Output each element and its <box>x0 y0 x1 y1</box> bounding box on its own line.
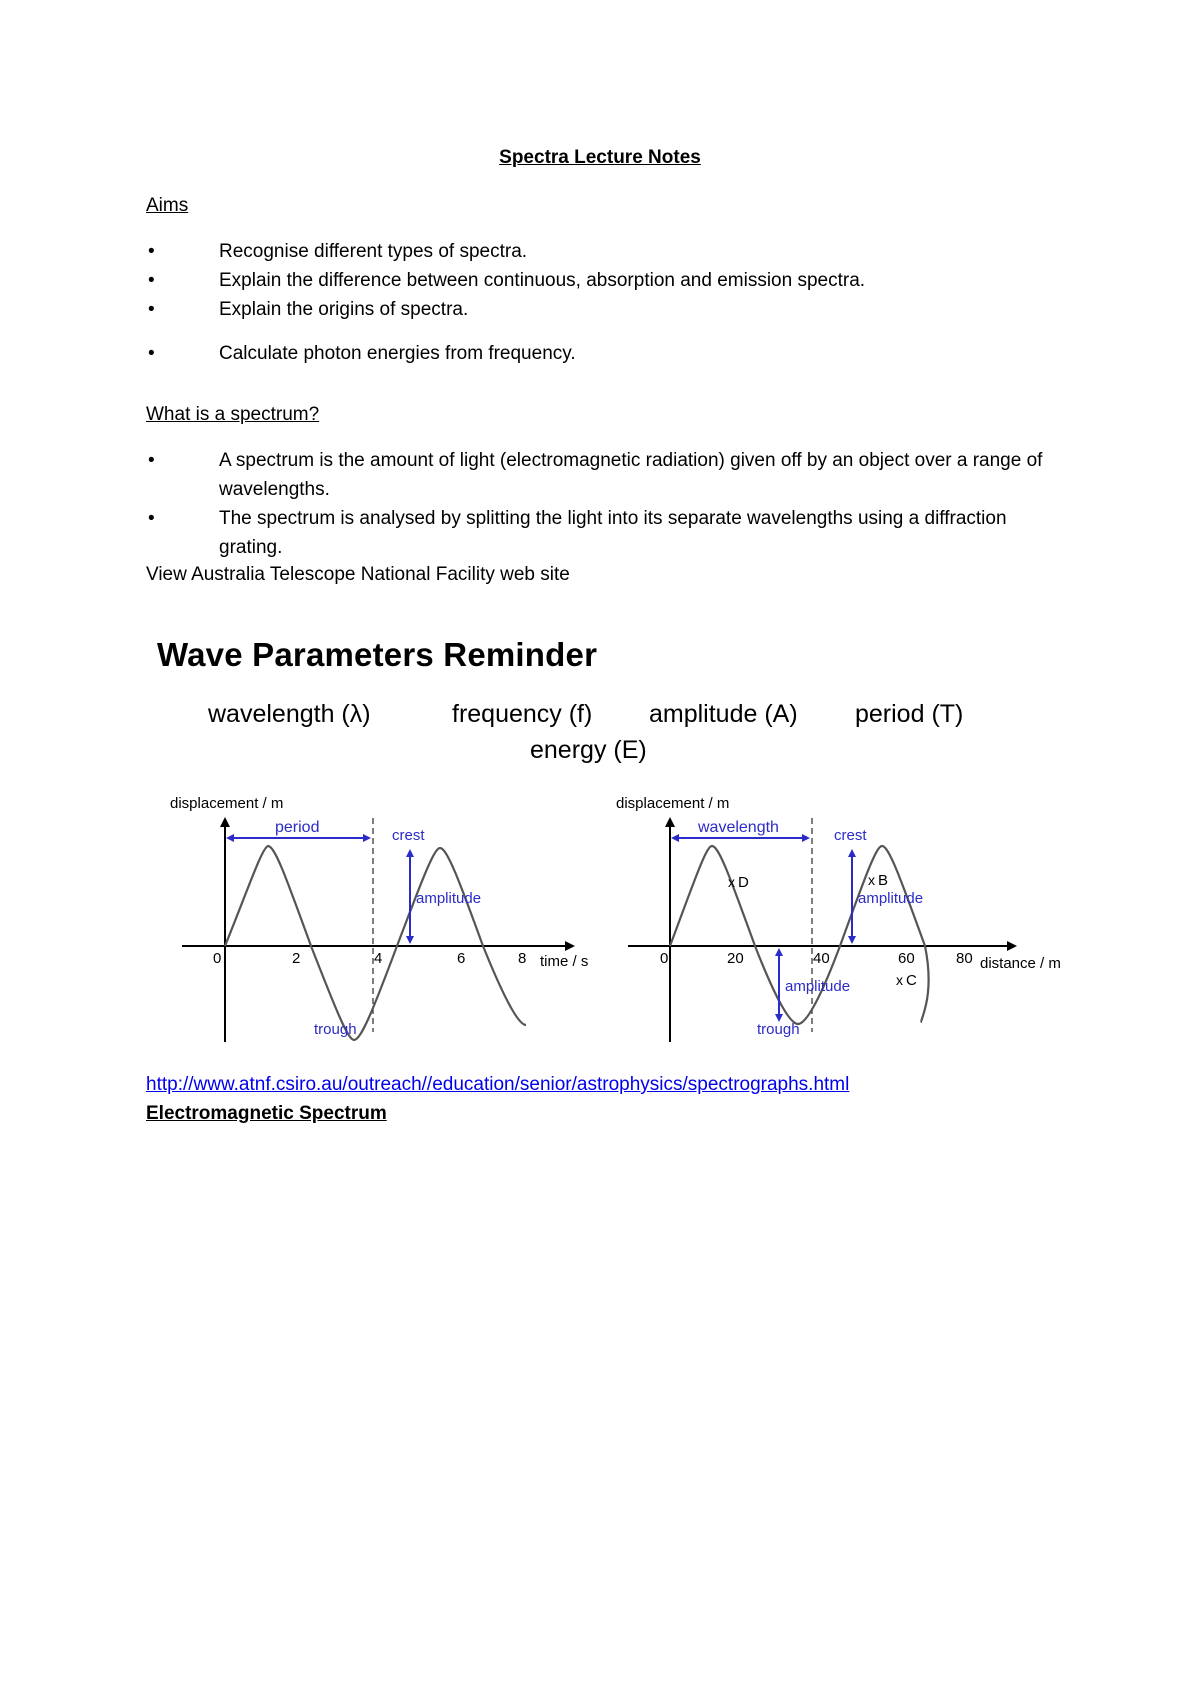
point-b-mark: x <box>868 872 875 888</box>
x-axis-label: distance / m <box>980 955 1061 972</box>
term-frequency: frequency (f) <box>452 700 593 728</box>
amplitude-label-top: amplitude <box>858 890 924 907</box>
bullet-icon: • <box>148 270 155 291</box>
trough-label: trough <box>757 1021 800 1038</box>
atnf-link[interactable]: http://www.atnf.csiro.au/outreach//education/senior/astrophysics/spectrographs.html <box>146 1074 850 1095</box>
tick-label: 8 <box>518 950 527 967</box>
tick-label: 80 <box>956 950 973 967</box>
point-d-mark: x <box>728 874 735 890</box>
list-item: • A spectrum is the amount of light (electromagnetic radiation) given off by an object over a range of wavelengths. <box>146 446 1046 504</box>
list-item: • Calculate photon energies from frequency. <box>146 339 1046 368</box>
time-graph <box>170 795 588 1042</box>
aims-heading: Aims <box>146 195 189 216</box>
em-spectrum-heading: Electromagnetic Spectrum <box>146 1103 387 1124</box>
list-item: • Explain the difference between continuous, absorption and emission spectra. <box>146 266 1046 295</box>
point-d-label: D <box>738 874 749 891</box>
trough-label: trough <box>314 1021 357 1038</box>
y-axis-label: displacement / m <box>616 795 730 812</box>
amplitude-label-bottom: amplitude <box>785 978 851 995</box>
point-c-mark: x <box>896 972 903 988</box>
tick-label: 4 <box>374 950 383 967</box>
wave-curve <box>670 846 929 1024</box>
bullet-icon: • <box>148 343 155 364</box>
crest-label: crest <box>834 827 867 844</box>
view-atnf-text: View Australia Telescope National Facility web site <box>146 564 570 585</box>
page-title: Spectra Lecture Notes <box>499 147 701 168</box>
distance-graph <box>616 795 1061 1042</box>
bullet-icon: • <box>148 299 155 320</box>
spectrum-list <box>146 446 1046 562</box>
tick-label: 20 <box>727 950 744 967</box>
y-axis-label: displacement / m <box>170 795 284 812</box>
tick-label: 0 <box>660 950 669 967</box>
tick-label: 40 <box>813 950 830 967</box>
wave-curve <box>225 846 526 1040</box>
period-label: period <box>275 819 320 836</box>
tick-label: 2 <box>292 950 301 967</box>
spectrum-heading: What is a spectrum? <box>146 404 320 425</box>
amplitude-label: amplitude <box>416 890 482 907</box>
tick-label: 60 <box>898 950 915 967</box>
bullet-icon: • <box>148 241 155 262</box>
bullet-icon: • <box>148 450 155 471</box>
x-axis-label: time / s <box>540 953 589 970</box>
point-b-label: B <box>878 872 889 889</box>
crest-label: crest <box>392 827 425 844</box>
tick-label: 0 <box>213 950 222 967</box>
tick-label: 6 <box>457 950 466 967</box>
list-item: • The spectrum is analysed by splitting the light into its separate wavelengths using a diffraction grating. <box>146 504 1046 562</box>
wavelength-label: wavelength <box>698 819 779 836</box>
term-wavelength: wavelength (λ) <box>208 700 371 728</box>
term-period: period (T) <box>855 700 964 728</box>
aims-list <box>146 237 1046 368</box>
list-item: • Explain the origins of spectra. <box>146 295 1046 324</box>
term-energy: energy (E) <box>530 736 647 764</box>
figure-title: Wave Parameters Reminder <box>157 636 598 673</box>
point-c-label: C <box>906 972 917 989</box>
bullet-icon: • <box>148 508 155 529</box>
list-item: • Recognise different types of spectra. <box>146 237 1046 266</box>
term-amplitude: amplitude (A) <box>649 700 798 728</box>
